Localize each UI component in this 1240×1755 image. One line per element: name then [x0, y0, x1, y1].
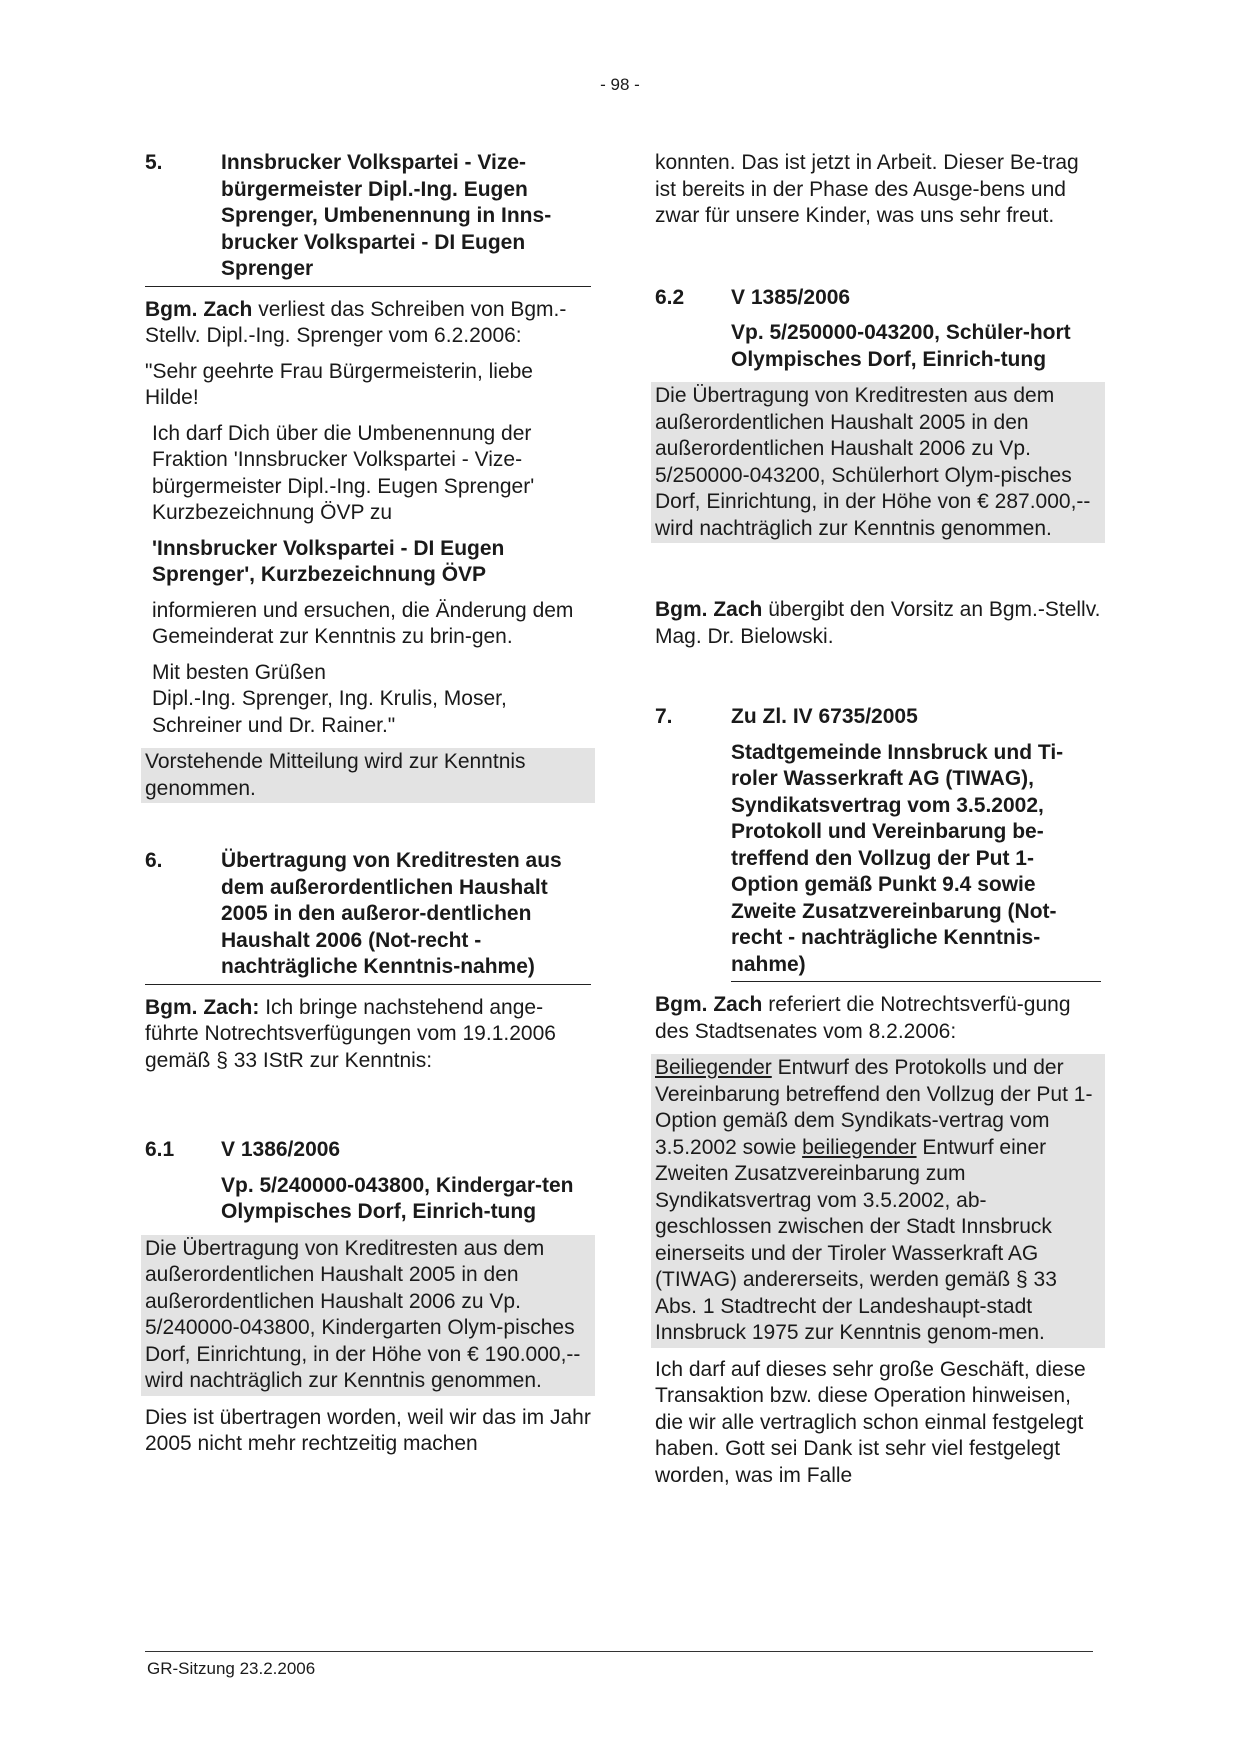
paragraph [655, 597, 1101, 650]
right-column [655, 150, 1101, 1489]
speaker: Bgm. Zach [655, 993, 763, 1016]
section-number: 6. [145, 849, 163, 872]
quote-signatures: Dipl.-Ing. Sprenger, Ing. Krulis, Moser, Schreiner und Dr. Rainer." [152, 687, 507, 737]
resolution-text: Entwurf einer Zweiten Zusatzvereinbarung zum Syndikatsvertrag vom 3.5.2002, ab-geschlossen zwischen der Stadt Innsbruck einerseits und der Tiroler Wasserkraft AG (TIWAG) andererseits, werden gemäß § 33 Abs. 1 Stadtrecht der Landeshaupt-stadt Innsbruck 1975 zur Kenntnis genom-men. [655, 1135, 1057, 1344]
section-title: Übertragung von Kreditresten aus dem außerordentlichen Haushalt 2005 in den außeror-dentlichen Haushalt 2006 (Not-recht - nachträgliche Kenntnis-nahme) [221, 849, 562, 978]
paragraph [145, 297, 591, 350]
section-6-1-heading [145, 1137, 591, 1164]
section-number: 6.1 [145, 1138, 175, 1161]
section-subtitle: Vp. 5/240000-043800, Kindergar-ten Olympisches Dorf, Einrich-tung [221, 1173, 574, 1223]
paragraph: Ich darf auf dieses sehr große Geschäft, diese Transaktion bzw. diese Operation hinweisen, die wir alle vertraglich schon einmal festgelegt haben. Gott sei Dank ist sehr viel festgelegt worden, was im Falle [655, 1357, 1086, 1487]
paragraph-text: übergibt den Vorsitz an Bgm.-Stellv. Mag. Dr. Bielowski. [655, 598, 1101, 648]
resolution-box [651, 1054, 1105, 1348]
section-5-heading [145, 150, 591, 287]
paragraph-text: verliest das Schreiben von Bgm.-Stellv. Dipl.-Ing. Sprenger vom 6.2.2006: [145, 297, 567, 347]
underlined-term: beiliegender [802, 1135, 917, 1159]
quote-closing: Mit besten Grüßen [152, 660, 326, 684]
quote-text: informieren und ersuchen, die Änderung dem Gemeinderat zur Kenntnis zu brin-gen. [152, 598, 574, 648]
underlined-term: Beiliegender [655, 1056, 772, 1079]
section-number: 7. [655, 705, 673, 728]
quote-salutation: "Sehr geehrte Frau Bürgermeisterin, liebe Hilde! [145, 359, 533, 409]
quote-text: Ich darf Dich über die Umbenennung der Fraktion 'Innsbrucker Volkspartei - Vize-bürgermeister Dipl.-Ing. Eugen Sprenger' Kurzbezeichnung ÖVP zu [152, 421, 535, 524]
paragraph: Dies ist übertragen worden, weil wir das im Jahr 2005 nicht mehr rechtzeitig machen [145, 1405, 591, 1455]
paragraph [145, 995, 591, 1075]
paragraph: konnten. Das ist jetzt in Arbeit. Dieser Be-trag ist bereits in der Phase des Ausge-bens und zwar für unsere Kinder, was uns sehr freut. [655, 151, 1079, 227]
footer-rule [145, 1651, 1093, 1652]
section-subtitle: Stadtgemeinde Innsbruck und Ti-roler Wasserkraft AG (TIWAG), Syndikatsvertrag vom 3.5.2002, Protokoll und Vereinbarung be-treffend den Vollzug der Put 1-Option gemäß Punkt 9.4 sowie Zweite Zusatzvereinbarung (Not-recht - nachträgliche Kenntnis-nahme) [731, 740, 1101, 983]
section-7-heading [655, 704, 1101, 731]
speaker: Bgm. Zach [655, 598, 763, 621]
resolution-box: Vorstehende Mitteilung wird zur Kenntnis genommen. [141, 748, 595, 803]
footer-text: GR-Sitzung 23.2.2006 [147, 1659, 316, 1678]
section-number: 6.2 [655, 285, 685, 309]
speaker: Bgm. Zach [145, 297, 253, 321]
resolution-box: Die Übertragung von Kreditresten aus dem außerordentlichen Haushalt 2005 in den außerordentlichen Haushalt 2006 zu Vp. 5/240000-043800, Kindergarten Olym-pisches Dorf, Einrichtung, in der Höhe von € 190.000,-- wird nachträglich zur Kenntnis genommen. [141, 1235, 595, 1396]
section-6-heading [145, 848, 591, 985]
resolution-text: Entwurf des Protokolls und der Vereinbarung betreffend den Vollzug der Put 1-Option gemäß dem Syndikats-vertrag vom 3.5.2002 sowie [655, 1056, 1093, 1159]
paragraph-text: referiert die Notrechtsverfü-gung des Stadtsenates vom 8.2.2006: [655, 993, 1071, 1043]
section-6-2-heading [655, 285, 1101, 312]
section-title: Innsbrucker Volkspartei - Vize-bürgermeister Dipl.-Ing. Eugen Sprenger, Umbenennung in Inns-brucker Volkspartei - DI Eugen Sprenger [221, 151, 552, 280]
speaker: Bgm. Zach: [145, 995, 260, 1019]
quote-bold-name: 'Innsbrucker Volkspartei - DI Eugen Sprenger', Kurzbezeichnung ÖVP [152, 536, 505, 586]
resolution-box: Die Übertragung von Kreditresten aus dem außerordentlichen Haushalt 2005 in den außerordentlichen Haushalt 2006 zu Vp. 5/250000-043200, Schülerhort Olym-pisches Dorf, Einrichtung, in der Höhe von € 287.000,-- wird nachträglich zur Kenntnis genommen. [651, 382, 1105, 543]
section-subtitle: Vp. 5/250000-043200, Schüler-hort Olympisches Dorf, Einrich-tung [731, 321, 1071, 371]
paragraph-text: Ich bringe nachstehend ange-führte Notrechtsverfügungen vom 19.1.2006 gemäß § 33 IStR zur Kenntnis: [145, 995, 556, 1072]
section-title: V 1385/2006 [731, 285, 851, 309]
page-number: - 98 - [600, 75, 640, 94]
left-column [145, 150, 591, 1458]
section-number: 5. [145, 151, 163, 174]
paragraph [655, 992, 1101, 1045]
section-title: Zu Zl. IV 6735/2005 [731, 705, 918, 728]
section-title: V 1386/2006 [221, 1138, 341, 1161]
